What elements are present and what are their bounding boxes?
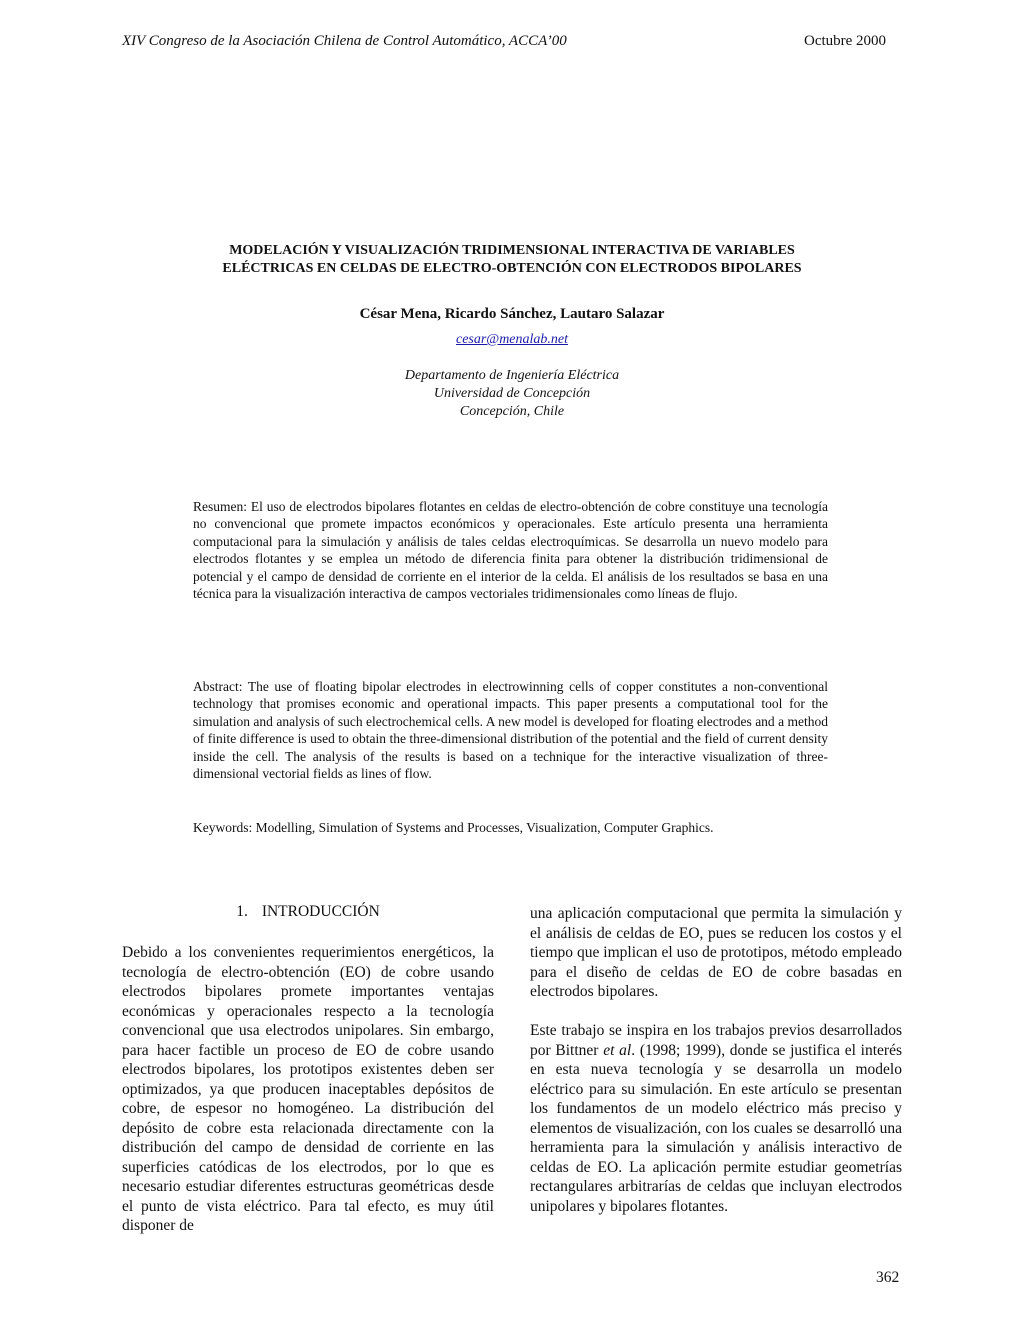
left-column: [122, 943, 494, 1236]
intro-paragraph-2: una aplicación computacional que permita la simulación y el análisis de celdas de EO, pues se reducen los costos y el tiempo que implican el uso de prototipos, método empleado para el diseño de celdas de EO de cobre basadas en electrodos bipolares.: [530, 905, 902, 1000]
keywords: Keywords: Modelling, Simulation of Systems and Processes, Visualization, Computer Graphics.: [193, 820, 714, 835]
resumen: Resumen: El uso de electrodos bipolares flotantes en celdas de electro-obtención de cobre constituye una tecnología no convencional que promete impactos económicos y operacionales. Este artículo presenta una herramienta computacional para la simulación y análisis de tales celdas electroquímicas. Se desarrolla un nuevo modelo para electrodos flotantes y se emplea un método de diferencia finita para obtener la distribución tridimensional de potencial y el campo de densidad de corriente en el interior de la celda. El análisis de los resultados se basa en una técnica para la visualización interactiva de campos vectoriales tridimensionales como líneas de flujo.: [193, 499, 828, 602]
email-link[interactable]: cesar@menalab.net: [455, 332, 569, 347]
title-line-2: ELÉCTRICAS EN CELDAS DE ELECTRO-OBTENCIÓN CON ELECTRODOS BIPOLARES: [222, 261, 802, 276]
para3-part-a: Este trabajo se inspira en los trabajos previos desarrollados por Bittner: [530, 1022, 902, 1059]
affiliation-location: Concepción, Chile: [459, 404, 565, 419]
header-date: Octubre 2000: [804, 33, 887, 49]
authors: César Mena, Ricardo Sánchez, Lautaro Salazar: [359, 306, 665, 322]
title-line-1: MODELACIÓN Y VISUALIZACIÓN TRIDIMENSIONAL INTERACTIVA DE VARIABLES: [229, 243, 795, 258]
paragraph-gap: [530, 1002, 902, 1022]
section-title: INTRODUCCIÓN: [261, 903, 380, 920]
intro-paragraph-3: [530, 1021, 902, 1216]
intro-paragraph-1: Debido a los convenientes requerimientos energéticos, la tecnología de electro-obtención (EO) de cobre usando electrodos bipolares promete importantes ventajas económicas y operacionales respecto a la tecnología convencional que usa electrodos unipolares. Sin embargo, para hacer factible un proceso de EO de cobre usando electrodos bipolares, los prototipos existentes deben ser optimizados, ya que producen inaceptables depósitos de cobre, de espesor no homogéneo. La distribución del depósito de cobre esta relacionada directamente con la distribución del campo de densidad de corriente en las superficies catódicas de los electrodos, por lo que es necesario estudiar diferentes estructuras geométricas desde el punto de vista eléctrico. Para tal efecto, es muy útil disponer de: [122, 944, 494, 1234]
header-conference: XIV Congreso de la Asociación Chilena de Control Automático, ACCA’00: [122, 33, 567, 49]
affiliation-department: Departamento de Ingeniería Eléctrica: [404, 368, 620, 383]
para3-etal: et al: [603, 1041, 632, 1059]
right-column: [530, 904, 902, 1216]
affiliation-university: Universidad de Concepción: [433, 386, 591, 401]
para3-part-b: . (1998; 1999), donde se justifica el interés en esta nueva tecnología y se desarrolla un modelo eléctrico para su simulación. En este artículo se presentan los fundamentos de un modelo eléctrico más preciso y elementos de visualización, con los cuales se desarrolló una herramienta para la simulación y análisis interactivo de celdas de EO. La aplicación permite estudiar geometrías rectangulares arbitrarías de celdas que incluyan electrodos unipolares y bipolares flotantes.: [530, 1041, 902, 1215]
author-email: [120, 332, 904, 348]
page-number: 362: [876, 1269, 900, 1286]
section-heading: [122, 903, 494, 921]
abstract: Abstract: The use of floating bipolar electrodes in electrowinning cells of copper constitutes a non-conventional technology that promises economic and operational impacts. This paper presents a computational tool for the simulation and analysis of such electrochemical cells. A new model is developed for floating electrodes and a method of finite difference is used to obtain the three-dimensional distribution of the potential and the field of current density inside the cell. The analysis of the results is based on a technique for the interactive visualization of three-dimensional vectorial fields as lines of flow.: [193, 679, 828, 782]
affiliation: [120, 367, 904, 421]
section-number: 1.: [236, 903, 248, 920]
paper-title: [120, 242, 904, 278]
